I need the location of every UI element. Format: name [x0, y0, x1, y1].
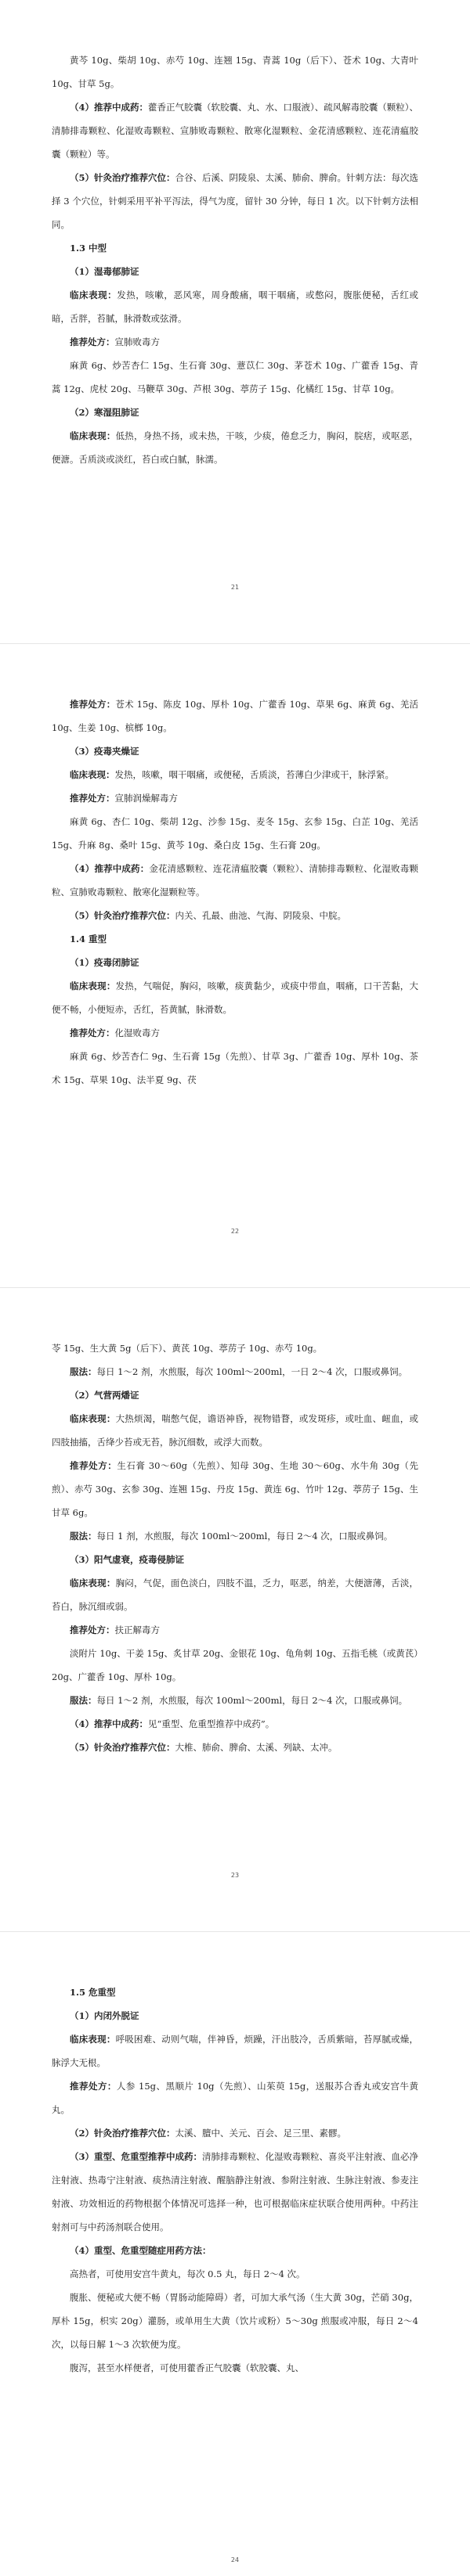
body-paragraph: 腹胀、便秘或大便不畅（胃肠动能障碍）者，可加大承气汤（生大黄 30g，芒硝 30g，厚朴 15g，枳实 20g）灌肠，或单用生大黄（饮片或粉）5～30g 煎服或冲服，每日 2～4 次，以每日解 1～3 次软便为度。 [52, 2292, 418, 2350]
subsection-heading: （1）内闭外脱证 [70, 2010, 139, 2021]
item-text: 宣肺润燥解毒方 [114, 793, 178, 804]
item-label: 临床表现： [70, 2034, 116, 2045]
item-label: 推荐处方： [70, 1460, 118, 1471]
body-paragraph: 腹泻，甚至水样便者，可使用藿香正气胶囊（软胶囊、丸、 [70, 2362, 304, 2373]
section-heading: 1.4 重型 [70, 934, 107, 944]
item-text: 发热，咳嗽，咽干咽痛，或便秘，舌质淡，苔薄白少津或干，脉浮紧。 [114, 769, 394, 780]
section-item [52, 2145, 418, 2239]
section-heading: 1.3 中型 [70, 243, 107, 254]
section-item [52, 974, 418, 1021]
item-text: 清肺排毒颗粒、化湿败毒颗粒、喜炎平注射液、血必净注射液、热毒宁注射液、痰热清注射液、醒脑静注射液、参附注射液、生脉注射液、参麦注射液、功效相近的药物根据个体情况可选择一种，也可根据临床症状联合使用两种。中药注射剂可与中药汤剂联合使用。 [52, 2151, 418, 2232]
section-item [52, 330, 418, 354]
section-item [52, 166, 418, 236]
section-item [52, 1618, 418, 1642]
item-label: 临床表现： [70, 430, 116, 441]
subsection-heading: （2）寒湿阻肺证 [70, 407, 139, 418]
subsection-heading: （1）疫毒闭肺证 [70, 957, 139, 968]
section-item [52, 1407, 418, 1454]
section-item [52, 1360, 418, 1383]
item-label: （4）推荐中成药： [70, 863, 150, 874]
item-label: 服法： [70, 1695, 97, 1706]
page-22 [0, 644, 470, 1288]
continued-text: 苓 15g、生大黄 5g（后下）、黄芪 10g、葶苈子 10g、赤芍 10g。 [52, 1343, 323, 1354]
prescription-text: 麻黄 6g、杏仁 10g、柴胡 12g、沙参 15g、麦冬 15g、玄参 15g、白芷 10g、羌活 15g、升麻 8g、桑叶 15g、黄芩 10g、桑白皮 15g、生石膏 20g。 [52, 816, 418, 851]
section-item [52, 1454, 418, 1524]
item-text: 胸闷，气促，面色淡白，四肢不温，乏力，呕恶，纳差，大便溏薄，舌淡，苔白，脉沉细或弱。 [52, 1578, 419, 1612]
item-label: 临床表现： [70, 769, 115, 780]
item-text: 化湿败毒方 [114, 1027, 160, 1038]
subsection-heading: （1）湿毒郁肺证 [70, 266, 139, 277]
subsection-heading: （4）重型、危重型随症用药方法： [70, 2245, 212, 2256]
body-paragraph: 高热者，可使用安宫牛黄丸，每次 0.5 丸，每日 2～4 次。 [70, 2268, 306, 2279]
section-item [52, 1524, 418, 1548]
section-item [52, 1736, 418, 1759]
section-item [52, 904, 418, 927]
section-item [52, 424, 418, 471]
section-item [52, 2074, 418, 2121]
item-label: 推荐处方： [70, 2081, 117, 2092]
item-label: 临床表现： [70, 980, 116, 991]
section-item [52, 1571, 418, 1618]
prescription-text: 麻黄 6g、炒苦杏仁 9g、生石膏 15g（先煎）、甘草 3g、广藿香 10g、厚朴 10g、茶术 15g、草果 10g、法半夏 9g、茯 [52, 1051, 418, 1085]
prescription-text: 麻黄 6g、炒苦杏仁 15g、生石膏 30g、薏苡仁 30g、茅苍术 10g、广藿香 15g、青蒿 12g、虎杖 20g、马鞭草 30g、芦根 30g、葶苈子 15g、化橘红 15g、甘草 10g。 [52, 360, 418, 394]
item-label: （4）推荐中成药： [70, 1718, 149, 1729]
item-text: 见“重型、危重型推荐中成药”。 [148, 1718, 275, 1729]
item-text: 大椎、肺俞、脾俞、太溪、列缺、太冲。 [175, 1742, 338, 1753]
item-text: 每日 1～2 剂，水煎服，每次 100ml～200ml，每日 2～4 次，口服或鼻饲。 [96, 1695, 408, 1706]
section-item [52, 1021, 418, 1045]
item-text: 宣肺败毒方 [114, 336, 160, 347]
item-label: 服法： [70, 1366, 97, 1377]
section-item [52, 786, 418, 810]
item-label: 推荐处方： [70, 1027, 115, 1038]
section-item [52, 693, 418, 739]
page-23 [0, 1288, 470, 1932]
prescription-text: 黄芩 10g、柴胡 10g、赤芍 10g、连翘 15g、青蒿 10g（后下）、苍术 10g、大青叶 10g、甘草 5g。 [52, 55, 418, 89]
item-label: （2）针灸治疗推荐穴位： [70, 2128, 175, 2139]
item-label: 推荐处方： [70, 1624, 115, 1635]
prescription-text: 淡附片 10g、干姜 15g、炙甘草 20g、金银花 10g、龟角刺 10g、五指毛桃（或黄芪）20g、广藿香 10g、厚朴 10g。 [52, 1648, 418, 1682]
item-label: 临床表现： [70, 1413, 116, 1424]
item-text: 发热，气喘促，胸闷，咳嗽，痰黄黏少，或痰中带血，咽痛，口干苦黏，大便不畅，小便短赤，舌红，苔黄腻，脉滑数。 [52, 980, 419, 1015]
item-label: （5）针灸治疗推荐穴位： [70, 172, 175, 183]
item-text: 大热烦渴，喘憋气促，谵语神昏，视物错瞀，或发斑疹，或吐血、衄血，或四肢抽搐，舌绛少苔或无苔，脉沉细数，或浮大而数。 [52, 1413, 419, 1448]
item-text: 扶正解毒方 [114, 1624, 160, 1635]
page-number: 23 [230, 1872, 240, 1879]
item-label: （3）重型、危重型推荐中成药： [70, 2151, 202, 2162]
item-label: （4）推荐中成药： [70, 102, 149, 113]
section-item [52, 2027, 418, 2074]
item-text: 生石膏 30～60g（先煎）、知母 30g、生地 30～60g、水牛角 30g（先煎）、赤芍 30g、玄参 30g、连翘 15g、丹皮 15g、黄连 6g、竹叶 12g、葶苈子 15g、生甘草 6g。 [52, 1460, 418, 1518]
section-item [52, 857, 418, 904]
item-text: 太溪、膻中、关元、百会、足三里、素髎。 [175, 2128, 347, 2139]
item-text: 人参 15g、黑顺片 10g（先煎）、山茱萸 15g，送服苏合香丸或安宫牛黄丸。 [52, 2081, 418, 2115]
item-label: 推荐处方： [70, 336, 115, 347]
item-text: 金花清感颗粒、连花清瘟胶囊（颗粒）、清肺排毒颗粒、化湿败毒颗粒、宣肺败毒颗粒、散寒化湿颗粒等。 [52, 863, 418, 898]
item-label: 临床表现： [70, 290, 118, 300]
page-number: 24 [230, 2556, 240, 2563]
item-label: 推荐处方： [70, 699, 116, 710]
item-label: （5）针灸治疗推荐穴位： [70, 1742, 175, 1753]
item-text: 发热，咳嗽，恶风寒，周身酸痛，咽干咽痛，或憋闷，腹胀便秘，舌红或暗，舌胖，苔腻，脉滑数或弦滑。 [52, 290, 419, 324]
page-number: 21 [230, 584, 240, 591]
item-label: 服法： [70, 1531, 97, 1542]
section-item [52, 2121, 418, 2145]
item-text: 每日 1～2 剂，水煎服，每次 100ml～200ml，一日 2～4 次，口服或鼻饲。 [96, 1366, 408, 1377]
item-text: 低热，身热不扬，或未热，干咳，少痰，倦怠乏力，胸闷，脘痞，或呕恶，便溏。舌质淡或淡红，苔白或白腻，脉濡。 [52, 430, 419, 465]
item-text: 合谷、后溪、阴陵泉、太溪、肺俞、脾俞。针刺方法：每次选择 3 个穴位，针刺采用平补平泻法，得气为度，留针 30 分钟，每日 1 次。以下针刺方法相同。 [52, 172, 419, 230]
item-text: 每日 1 剂，水煎服，每次 100ml～200ml，每日 2～4 次，口服或鼻饲。 [96, 1531, 393, 1542]
item-text: 呼吸困难、动则气喘，伴神昏，烦躁，汗出肢冷，舌质紫暗，苔厚腻或燥，脉浮大无根。 [52, 2034, 419, 2068]
section-item [52, 763, 418, 786]
item-label: 临床表现： [70, 1578, 116, 1588]
section-heading: 1.5 危重型 [70, 1987, 116, 1998]
subsection-heading: （2）气营两燔证 [70, 1390, 139, 1401]
section-item [52, 95, 418, 166]
item-text: 内关、孔最、曲池、气海、阴陵泉、中脘。 [175, 910, 347, 921]
item-text: 苍术 15g、陈皮 10g、厚朴 10g、广藿香 10g、草果 6g、麻黄 6g、羌活 10g、生姜 10g、槟榔 10g。 [52, 699, 418, 733]
item-label: 推荐处方： [70, 793, 115, 804]
section-item [52, 1712, 418, 1736]
item-label: （5）针灸治疗推荐穴位： [70, 910, 175, 921]
item-text: 藿香正气胶囊（软胶囊、丸、水、口服液）、疏风解毒胶囊（颗粒）、清肺排毒颗粒、化湿败毒颗粒、宣肺败毒颗粒、散寒化湿颗粒、金花清感颗粒、连花清瘟胶囊（颗粒）等。 [52, 102, 419, 160]
subsection-heading: （3）疫毒夹燥证 [70, 746, 139, 757]
section-item [52, 283, 418, 330]
page-21 [0, 0, 470, 644]
page-number: 22 [230, 1228, 240, 1235]
page-24 [0, 1932, 470, 2576]
section-item [52, 1689, 418, 1712]
subsection-heading: （3）阳气虚衰，疫毒侵肺证 [70, 1554, 185, 1565]
